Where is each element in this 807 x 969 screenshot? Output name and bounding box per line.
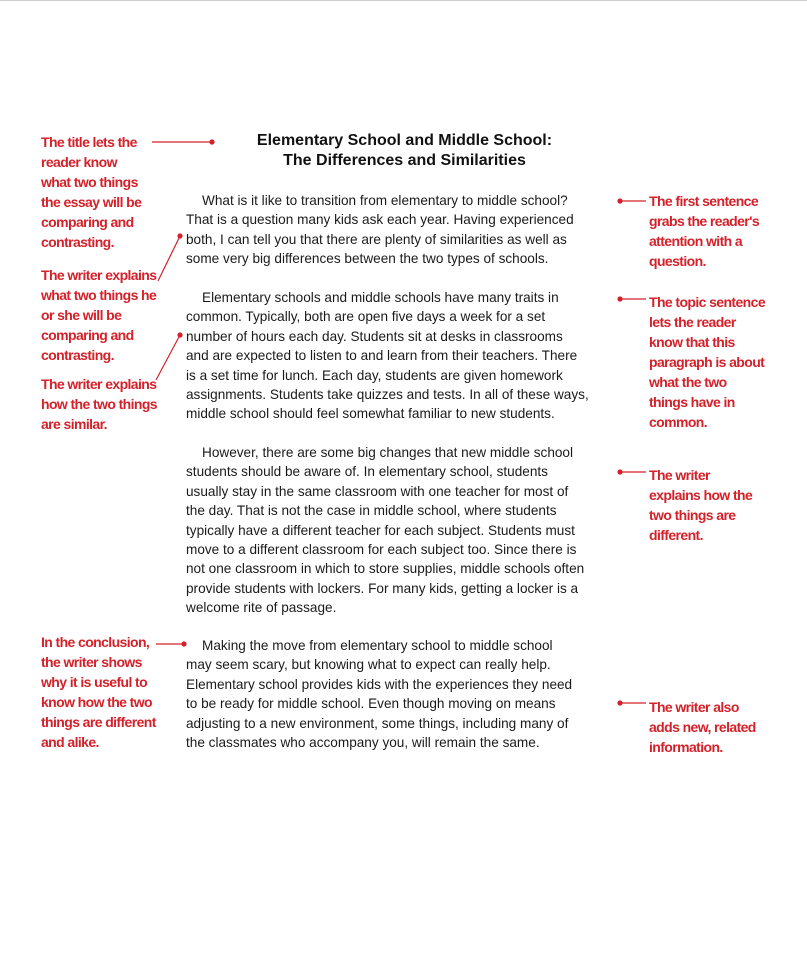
annotation-line: contrasting.: [41, 347, 114, 363]
annotation-line: The writer explains: [41, 267, 157, 283]
annotation-line: information.: [649, 739, 723, 755]
annotation-line: what two things: [41, 174, 138, 190]
annotation-line: question.: [649, 253, 706, 269]
text-line: and are expected to listen to and learn from their teachers. There: [186, 348, 578, 364]
annotation-line: how the two things: [41, 396, 157, 412]
text-line: both, I can tell you that there are plenty of similarities as well as: [186, 231, 567, 247]
text-line: to be ready for middle school. Even though moving on means: [186, 696, 556, 712]
annotation-line: paragraph is about: [649, 354, 765, 370]
text-line: middle school should feel somewhat familiar to new students.: [186, 406, 555, 422]
annotation-line: what the two: [649, 374, 727, 390]
leader-similar: [156, 335, 180, 380]
text-line: Elementary schools and middle schools have many traits in: [202, 290, 559, 305]
annotation-line: The writer explains: [41, 376, 157, 392]
annotation-line: reader know: [41, 154, 117, 170]
annotation-line: things have in: [649, 394, 735, 410]
annotation-line: common.: [649, 414, 708, 430]
annotation-line: The writer also: [649, 699, 739, 715]
annotation-line: The topic sentence: [649, 294, 766, 310]
annotation-line: adds new, related: [649, 719, 756, 735]
annotation-line: are similar.: [41, 416, 107, 432]
annotation-line: In the conclusion,: [41, 634, 150, 650]
title-line: Elementary School and Middle School:: [256, 132, 553, 149]
text-line: typically have a different teacher for each subject. Students must: [186, 522, 575, 538]
annotation-line: contrasting.: [41, 234, 114, 250]
text-line: provide students with lockers. For many kids, getting a locker is a: [186, 580, 579, 596]
text-line: Making the move from elementary school to middle school: [202, 638, 553, 653]
annotation-line: the essay will be: [41, 194, 142, 210]
annotation-line: things are different: [41, 714, 156, 730]
annotation-line: The writer: [649, 467, 710, 483]
text-line: not one classroom in which to store supplies, middle schools often: [186, 561, 585, 577]
annotation-line: attention with a: [649, 233, 743, 249]
text-line: welcome rite of passage.: [186, 600, 337, 616]
leader-two-things-dot: [178, 234, 182, 238]
text-line: assignments. Students take quizzes and tests. In all of these ways,: [186, 387, 589, 403]
leader-similar-dot: [178, 333, 182, 337]
annotation-line: comparing and: [41, 327, 134, 343]
text-line: adjusting to a new environment, some things, including many of: [186, 715, 569, 731]
leader-two-things: [158, 236, 180, 281]
text-line: the classmates who accompany you, will remain the same.: [186, 735, 540, 751]
text-line: is a set time for lunch. Each day, students are given homework: [186, 367, 563, 383]
text-line: However, there are some big changes that new middle school: [202, 445, 574, 460]
annotation-line: why it is useful to: [41, 674, 148, 690]
leader-first-sentence-dot: [618, 199, 622, 203]
text-line: Elementary school provides kids with the experiences they need: [186, 676, 573, 692]
annotation-line: The first sentence: [649, 193, 759, 209]
annotation-line: what two things he: [41, 287, 157, 303]
text-line: number of hours each day. Students sit at desks in classrooms: [186, 328, 563, 344]
leader-topic-sentence-dot: [618, 297, 622, 301]
annotation-line: lets the reader: [649, 314, 736, 330]
leader-conclusion-dot: [182, 642, 186, 646]
annotation-line: comparing and: [41, 214, 134, 230]
text-line: students should be aware of. In elementary school, students: [186, 464, 548, 480]
annotation-line: know that this: [649, 334, 735, 350]
annotation-line: two things are: [649, 507, 736, 523]
leader-different-dot: [618, 470, 622, 474]
text-line: the day. That is not the case in middle school, where students: [186, 503, 557, 519]
annotation-line: and alike.: [41, 734, 99, 750]
annotation-line: know how the two: [41, 694, 152, 710]
text-line: What is it like to transition from elementary to middle school?: [202, 193, 568, 208]
annotation-line: the writer shows: [41, 654, 142, 670]
annotation-line: grabs the reader's: [649, 213, 760, 229]
leader-new-info-dot: [618, 701, 622, 705]
leader-title-dot: [210, 140, 214, 144]
annotation-line: or she will be: [41, 307, 122, 323]
title-line: The Differences and Similarities: [283, 152, 526, 169]
text-line: common. Typically, both are open five days a week for a set: [186, 309, 546, 325]
text-line: move to a different classroom for each subject too. Since there is: [186, 542, 577, 558]
text-line: usually stay in the same classroom with one teacher for most of: [186, 483, 569, 499]
text-line: some very big differences between the two types of schools.: [186, 251, 549, 267]
text-line: may seem scary, but knowing what to expect can really help.: [186, 657, 551, 673]
annotation-line: The title lets the: [41, 134, 137, 150]
annotation-line: different.: [649, 527, 703, 543]
annotation-line: explains how the: [649, 487, 753, 503]
text-line: That is a question many kids ask each year. Having experienced: [186, 212, 574, 228]
